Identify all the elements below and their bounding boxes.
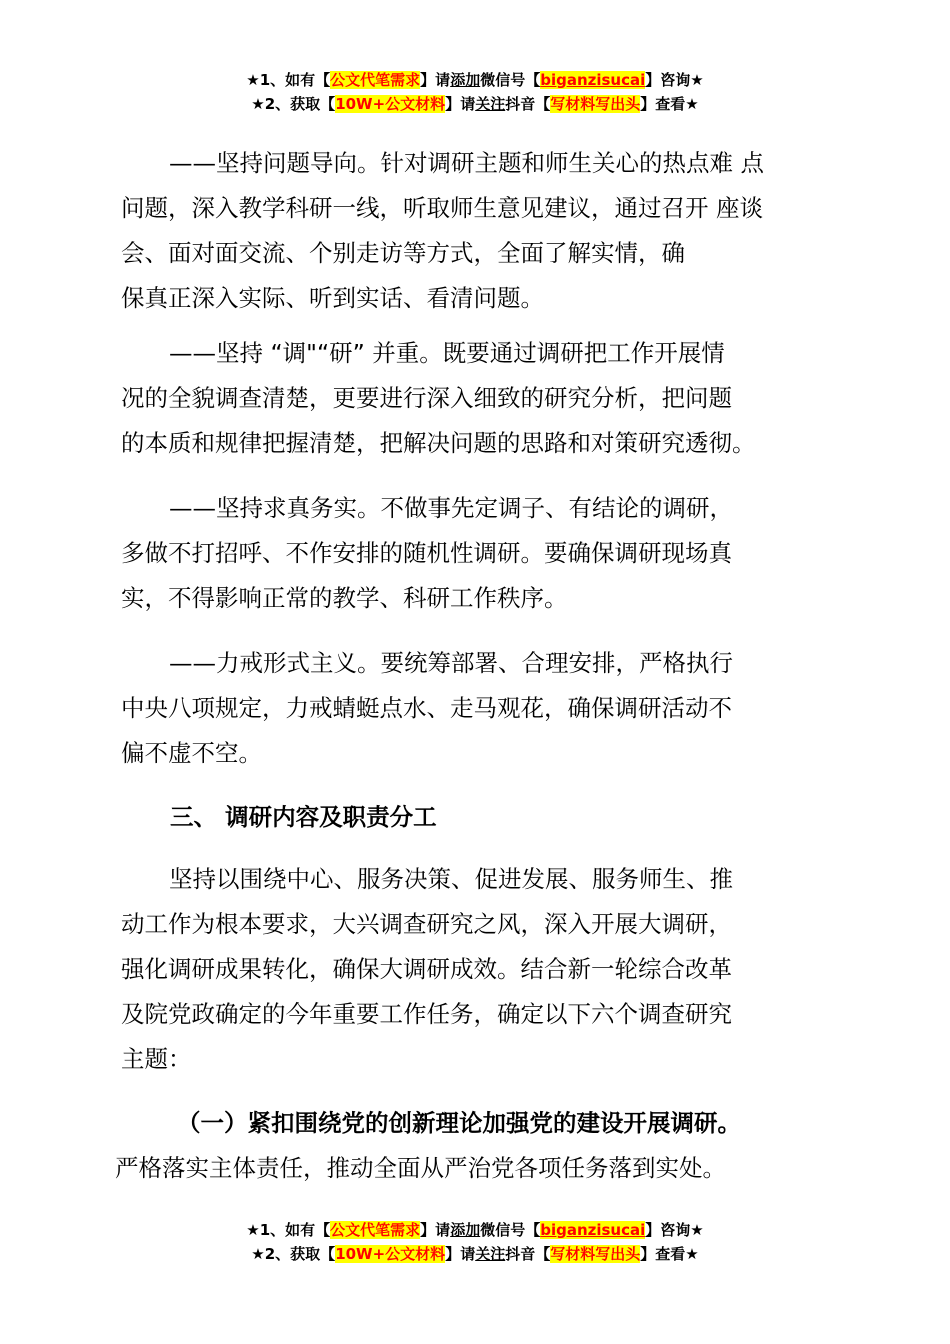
paragraph-line: 会、面对面交流、个别走访等方式，全面了解实情，确 — [121, 239, 685, 267]
banner-text: 抖音【 — [505, 1245, 551, 1263]
top-banner — [0, 68, 950, 116]
banner-text: 】咨询★ — [645, 71, 704, 89]
paragraph-line: 主题： — [121, 1045, 192, 1073]
banner-text: ★2、获取【 — [251, 1245, 336, 1263]
paragraph-line: 偏不虚不空。 — [121, 739, 262, 767]
item-one-heading: （一）紧扣围绕党的创新理论加强党的建设开展调研。 — [177, 1109, 741, 1137]
paragraph-line: 强化调研成果转化，确保大调研成效。结合新一轮综合改革 — [121, 955, 732, 983]
paragraph-line: 问题，深入教学科研一线，听取师生意见建议，通过召开 座谈 — [121, 194, 763, 222]
banner-text: 微信号【 — [480, 71, 541, 89]
section-body — [121, 857, 821, 1082]
banner-text: 】请 — [445, 95, 476, 113]
banner-text: 抖音【 — [505, 95, 551, 113]
banner-text: 】查看★ — [640, 95, 699, 113]
item-one — [115, 1101, 835, 1191]
banner-line-1 — [0, 1218, 950, 1242]
banner-line-2 — [0, 1242, 950, 1266]
paragraph-line: 坚持以围绕中心、服务决策、促进发展、服务师生、推 — [169, 865, 733, 893]
douyin-account-link[interactable]: 写材料写出头 — [550, 95, 641, 113]
paragraph-line: 中央八项规定，力戒蜻蜓点水、走马观花，确保调研活动不 — [121, 694, 732, 722]
banner-line-1 — [0, 68, 950, 92]
paragraph-anti-formalism — [121, 641, 821, 776]
item-one-body: 严格落实主体责任，推动全面从严治党各项任务落到实处。 — [115, 1154, 726, 1182]
bottom-banner — [0, 1218, 950, 1266]
banner-text: 】查看★ — [640, 1245, 699, 1263]
highlight-ghostwriting: 公文代笔需求 — [330, 1221, 421, 1239]
highlight-materials: 10W+公文材料 — [335, 95, 446, 113]
banner-text: 添加 — [450, 1221, 481, 1239]
banner-text: 】请 — [420, 71, 451, 89]
banner-text: 微信号【 — [480, 1221, 541, 1239]
paragraph-seek-truth — [121, 486, 821, 621]
banner-text: 添加 — [450, 71, 481, 89]
paragraph-line: 多做不打招呼、不作安排的随机性调研。要确保调研现场真 — [121, 539, 732, 567]
paragraph-line: 动工作为根本要求，大兴调查研究之风，深入开展大调研， — [121, 910, 732, 938]
paragraph-research-emphasis — [121, 331, 821, 466]
paragraph-line: 保真正深入实际、听到实话、看清问题。 — [121, 284, 544, 312]
wechat-id-link[interactable]: biganzisucai — [540, 1221, 646, 1239]
highlight-ghostwriting: 公文代笔需求 — [330, 71, 421, 89]
paragraph-line: 况的全貌调查清楚，更要进行深入细致的研究分析，把问题 — [121, 384, 732, 412]
banner-text: ★1、如有【 — [246, 71, 331, 89]
banner-text: 】请 — [445, 1245, 476, 1263]
paragraph-line: 及院党政确定的今年重要工作任务，确定以下六个调查研究 — [121, 1000, 732, 1028]
banner-text: 关注 — [475, 1245, 506, 1263]
banner-text: ★1、如有【 — [246, 1221, 331, 1239]
paragraph-line: 的本质和规律把握清楚，把解决问题的思路和对策研究透彻。 — [121, 429, 756, 457]
paragraph-line: ——坚持 “调"“研” 并重。既要通过调研把工作开展情 — [169, 339, 725, 367]
paragraph-line: 实，不得影响正常的教学、科研工作秩序。 — [121, 584, 568, 612]
paragraph-line: ——力戒形式主义。要统筹部署、合理安排，严格执行 — [169, 649, 733, 677]
highlight-materials: 10W+公文材料 — [335, 1245, 446, 1263]
banner-text: 】咨询★ — [645, 1221, 704, 1239]
banner-text: 关注 — [475, 95, 506, 113]
paragraph-line: ——坚持求真务实。不做事先定调子、有结论的调研， — [169, 494, 733, 522]
paragraph-problem-oriented — [121, 141, 821, 321]
douyin-account-link[interactable]: 写材料写出头 — [550, 1245, 641, 1263]
banner-line-2 — [0, 92, 950, 116]
banner-text: 】请 — [420, 1221, 451, 1239]
banner-text: ★2、获取【 — [251, 95, 336, 113]
paragraph-line: ——坚持问题导向。针对调研主题和师生关心的热点难 点 — [169, 149, 764, 177]
wechat-id-link[interactable]: biganzisucai — [540, 71, 646, 89]
section-heading: 三、 调研内容及职责分工 — [170, 803, 437, 831]
